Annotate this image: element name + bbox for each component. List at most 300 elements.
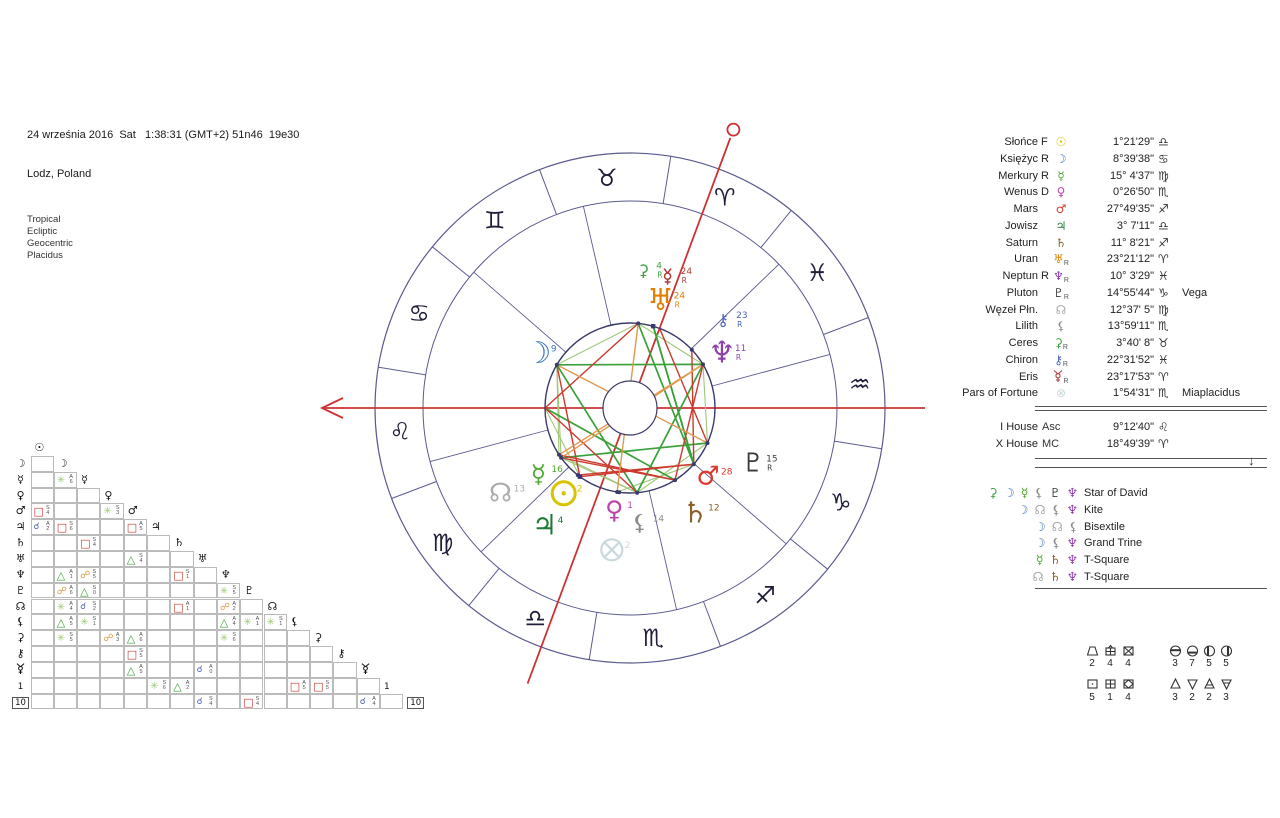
aspect-orb-annotation: A 4 (232, 616, 237, 628)
grid-diagonal-jupiter: ♃ (151, 520, 161, 534)
planet-table-row (950, 285, 1280, 301)
aspect-con-icon: ☌ (33, 522, 40, 533)
pluto-icon[interactable]: ♇ (741, 448, 765, 479)
planet-table-row (950, 218, 1280, 234)
planet-degree-label: 2 (624, 540, 631, 551)
square-x-icon (1122, 644, 1135, 657)
grid-diagonal-uranus: ♅ (197, 552, 208, 565)
aspect-grid-cell (147, 551, 170, 567)
aspect-orb-annotation: S 0 (92, 584, 97, 596)
aspect-grid-cell (100, 519, 123, 535)
planet-degree-label: 9 (550, 344, 557, 355)
moon-icon: ☽ (1003, 485, 1015, 500)
planet-name: Neptun (1002, 270, 1038, 282)
aspect-sq-icon: □ (80, 537, 91, 551)
aspect-grid-cell (31, 488, 54, 504)
jupiter-icon[interactable]: ♃ (532, 508, 558, 542)
aries-sign-icon: ♈ (713, 183, 736, 212)
setting-item: Placidus (27, 250, 63, 261)
aspect-grid-cell (194, 614, 217, 630)
planet-degree-label: 11 (734, 344, 747, 355)
aspect-grid-cell (170, 646, 193, 662)
lilith-icon[interactable]: ⚸ (631, 511, 648, 537)
aspect-grid-cell (124, 583, 147, 599)
pattern-label: Bisextile (1084, 520, 1125, 533)
aspect-orb-annotation: S 4 (92, 537, 97, 549)
retrograde-flag: R (1062, 360, 1068, 368)
aspect-grid-cell (31, 583, 54, 599)
aspect-orb-annotation: S 6 (232, 632, 237, 644)
grid-diagonal-node: ☊ (267, 599, 278, 613)
planet-table-row (950, 184, 1280, 200)
aspect-sex-icon: ✳ (219, 585, 229, 597)
capricorn-sign-icon: ♑ (829, 488, 852, 517)
planet-degrees: 3° 7'11" (1116, 219, 1154, 232)
aspect-grid-cell (77, 503, 100, 519)
summary-count: 5 (1089, 692, 1095, 703)
aspect-grid-cell (31, 694, 54, 710)
grid-row-label-lilith: ⚸ (16, 615, 25, 629)
aspect-opp-icon: ☍ (219, 601, 231, 613)
summary-count: 1 (1107, 692, 1113, 703)
part-of-fortune-icon[interactable] (601, 539, 622, 560)
grid-row-label-eris (12, 662, 29, 678)
separator-line (1035, 588, 1267, 589)
sun-icon[interactable] (552, 482, 575, 505)
planet-retro-label: R (674, 300, 680, 310)
planet-point-marker (617, 490, 621, 494)
separator-line (1035, 410, 1267, 411)
mercury-icon: ☿ (1035, 552, 1044, 568)
planet-degrees: 23°17'53" (1106, 370, 1154, 383)
aspect-grid-cell (147, 694, 170, 710)
aspect-pattern-row (950, 535, 1280, 551)
aspect-grid-cell (54, 535, 77, 551)
zodiac-sign-glyph: ♏ (1158, 386, 1169, 401)
ceres-icon: ⚳ (1054, 336, 1063, 350)
aspect-grid-cell (287, 694, 310, 710)
house-tag: MC (1042, 437, 1060, 450)
planet-point-marker (651, 324, 655, 328)
planet-name: Uran (1014, 253, 1038, 266)
aspect-orb-annotation: A 5 (302, 679, 306, 691)
scorpio-sign-icon: ♏ (642, 623, 665, 652)
aspect-grid-cell (100, 646, 123, 662)
planet-degree-label: 28 (721, 467, 733, 478)
grid-row-label-neptune: ♆ (15, 567, 26, 581)
uranus-icon[interactable]: ♅ (647, 282, 675, 318)
aspect-grid-cell (100, 503, 123, 519)
planet-table-row (950, 168, 1280, 184)
aspect-orb-annotation: S 4 (255, 695, 260, 707)
lilith-icon: ⚸ (1051, 535, 1061, 551)
planet-degree-label: 1 (627, 500, 634, 511)
summary-count: 3 (1172, 658, 1178, 669)
aspect-pattern-row (950, 502, 1280, 518)
node-icon: ☊ (1051, 518, 1063, 534)
pattern-planet-glyphs (1029, 519, 1078, 535)
aspect-grid-cell (240, 614, 263, 630)
scroll-down-arrow-icon[interactable]: ↓ (1248, 453, 1255, 468)
sign-divider (432, 247, 469, 277)
planet-degree-label: 24 (673, 291, 686, 302)
moon-icon: ☽ (1055, 151, 1067, 166)
planet-retro-label: R (767, 463, 773, 473)
sign-divider (540, 170, 557, 215)
planet-name: Wenus (1003, 186, 1038, 199)
aspect-sex-icon: ✳ (150, 680, 159, 692)
grid-diagonal-asc: 1 (384, 681, 390, 692)
aspect-grid-cell (31, 551, 54, 567)
aspect-tri-icon: △ (173, 679, 182, 693)
grid-diagonal-mercury: ☿ (81, 472, 88, 486)
node-icon[interactable]: ☊ (489, 478, 513, 509)
aspect-grid-cell (100, 630, 123, 646)
aspect-orb-annotation: S 5 (232, 584, 237, 596)
neptune-icon: ♆ (1066, 485, 1078, 500)
aspect-grid-cell (170, 614, 193, 630)
triangle-down-icon (1186, 677, 1199, 690)
aspect-con-icon: ☌ (359, 696, 366, 707)
mercury-icon[interactable]: ☿ (530, 459, 547, 489)
sign-divider (663, 156, 671, 203)
planet-degree-label: 24 (680, 267, 693, 278)
sign-divider (589, 612, 597, 659)
aspect-grid-cell (147, 646, 170, 662)
aspect-tri-icon: △ (126, 632, 136, 646)
planet-flag: F (1041, 136, 1048, 148)
planet-point-marker (692, 462, 696, 466)
aspect-grid-cell (333, 678, 356, 694)
pattern-planet-glyphs (1028, 535, 1078, 551)
pattern-label: Kite (1084, 503, 1103, 516)
planet-degrees: 8°39'38" (1113, 152, 1154, 165)
aspect-orb-annotation: A 1 (185, 600, 190, 612)
aspect-grid-cell (194, 567, 217, 583)
aspect-grid-cell (124, 519, 147, 535)
zodiac-sign-glyph: ♑ (1158, 285, 1169, 300)
eris-icon[interactable] (664, 269, 671, 285)
planet-flag: R (1041, 169, 1049, 182)
aspect-con-icon: ☌ (196, 696, 203, 707)
aspect-grid-cell (287, 630, 310, 646)
triangle-down-bar-icon (1220, 677, 1233, 690)
aspect-grid-cell (31, 599, 54, 615)
aspect-pattern-row (950, 552, 1280, 568)
sign-divider (378, 367, 425, 375)
venus-icon[interactable]: ♀ (605, 495, 624, 525)
aspect-grid-cell (194, 678, 217, 694)
circle-vbar-left-icon (1203, 644, 1216, 657)
trapezoid-icon (1086, 644, 1099, 657)
aspect-sex-icon: ✳ (80, 617, 89, 629)
aspect-sex-icon: ✳ (56, 633, 66, 645)
planet-retro-label: R (681, 276, 687, 286)
planet-point-marker (555, 363, 559, 367)
aspect-sex-icon: ✳ (56, 474, 66, 486)
planet-table-row (950, 385, 1280, 401)
aspect-orb-annotation: S 5 (92, 568, 97, 580)
planet-degree-label: 14 (652, 514, 665, 525)
cancer-sign-icon: ♋ (408, 299, 431, 328)
retrograde-flag: R (1063, 277, 1069, 284)
aspect-grid-cell (170, 583, 193, 599)
aspect-grid-cell (194, 630, 217, 646)
aspect-orb-annotation: A 1 (255, 616, 260, 628)
chiron-icon[interactable]: ⚷ (717, 310, 729, 330)
aspect-sq-icon: □ (289, 679, 301, 693)
aspect-grid-cell (217, 678, 240, 694)
planet-name: Eris (1019, 370, 1038, 383)
node-icon: ☊ (1032, 569, 1044, 584)
aspect-line-sq (660, 328, 708, 443)
aspect-grid-cell (77, 630, 100, 646)
aspect-orb-annotation: A 2 (45, 521, 50, 533)
aspect-grid-cell (54, 646, 77, 662)
aspect-sq-icon: □ (243, 695, 254, 709)
aspect-sq-icon: □ (33, 505, 44, 519)
planet-name: Lilith (1015, 320, 1038, 333)
circle-hbar-low-icon (1186, 644, 1199, 657)
saturn-icon: ♄ (1049, 552, 1061, 568)
aspect-grid-cell (100, 662, 123, 678)
aspect-sq-icon: □ (173, 568, 184, 582)
lilith-icon: ⚸ (1068, 518, 1078, 534)
aspect-grid-cell (264, 630, 287, 646)
zodiac-sign-glyph: ♈ (1158, 252, 1169, 267)
pluto-icon: ♇ (1049, 485, 1061, 500)
aspect-tri-icon: △ (56, 568, 66, 582)
aspect-orb-annotation: S 5 (69, 632, 73, 644)
ceres-icon[interactable]: ⚳ (637, 261, 650, 281)
aspect-grid-cell (264, 678, 287, 694)
aspect-grid-cell (31, 503, 54, 519)
planet-point-marker (690, 348, 694, 352)
aspect-orb-annotation: S 2 (92, 600, 97, 612)
planet-name: Mars (1013, 203, 1038, 215)
grid-row-label-pluto: ♇ (15, 583, 26, 597)
grid-diagonal-ceres: ⚳ (314, 631, 323, 645)
mars-icon[interactable]: ♂ (696, 461, 720, 492)
mercury-icon: ☿ (1057, 168, 1065, 183)
aspect-grid-cell (240, 678, 263, 694)
aspect-grid-cell (54, 599, 77, 615)
aspect-grid-cell (147, 599, 170, 615)
aspect-sq-icon: □ (56, 521, 68, 535)
planet-table-row (950, 268, 1280, 284)
aspect-grid-cell (240, 630, 263, 646)
zodiac-sign-glyph: ♐ (1158, 202, 1169, 216)
pattern-planet-glyphs (1011, 502, 1078, 518)
aspect-sex-icon: ✳ (219, 633, 229, 645)
summary-count: 7 (1189, 658, 1195, 669)
chart-settings-list (27, 214, 299, 262)
summary-count: 3 (1223, 692, 1229, 703)
aspect-sex-icon: ✳ (266, 617, 275, 629)
aspect-grid-cell (77, 488, 100, 504)
aspect-grid-cell (54, 614, 77, 630)
aspect-orb-annotation: S 1 (92, 616, 97, 628)
grid-diagonal-moon: ☽ (57, 456, 68, 470)
setting-item: Tropical (27, 214, 61, 225)
aspect-grid-cell (194, 694, 217, 710)
uranus-icon: ♅ (1053, 252, 1064, 267)
aspect-grid-cell (310, 646, 333, 662)
sign-divider (834, 441, 881, 449)
jupiter-icon: ♃ (1055, 218, 1067, 233)
aspect-sex-icon: ✳ (243, 617, 252, 629)
aspect-grid-cell (54, 694, 77, 710)
planet-degrees: 27°49'35" (1106, 203, 1154, 215)
grid-diagonal-eris (361, 662, 384, 678)
aspect-orb-annotation: A 1 (69, 568, 73, 580)
natal-chart-wheel[interactable] (308, 118, 944, 704)
aspect-sq-icon: □ (313, 679, 324, 693)
eris-icon (16, 663, 25, 675)
planet-name: Ceres (1008, 337, 1038, 349)
house-degrees: 9°12'40" (1113, 421, 1154, 433)
sign-divider (704, 602, 721, 647)
square-diamond-icon (1122, 677, 1135, 690)
lilith-icon: ⚸ (1051, 501, 1061, 517)
pattern-planet-glyphs (1026, 569, 1078, 585)
aspect-orb-annotation: S 4 (139, 553, 143, 564)
center-hub-circle (603, 381, 657, 435)
planet-point-marker (557, 453, 561, 457)
aspect-grid-cell (264, 614, 287, 630)
chiron-icon: ⚷ (1054, 352, 1063, 367)
neptune-icon[interactable]: ♆ (708, 335, 736, 371)
grid-row-label-venus: ♀ (16, 488, 25, 502)
aspect-orb-annotation: A 4 (69, 600, 73, 612)
grid-row-label-moon: ☽ (15, 456, 26, 470)
aspect-pattern-row (950, 485, 1280, 501)
house-degrees: 18°49'39" (1106, 437, 1154, 450)
grid-row-label-saturn: ♄ (15, 536, 26, 550)
pattern-planet-glyphs (982, 485, 1078, 501)
aspect-grid-cell (310, 694, 333, 710)
planet-table-row (950, 134, 1280, 150)
summary-count: 4 (1125, 692, 1131, 703)
planet-degrees: 22°31'52" (1106, 353, 1154, 366)
aspect-grid-cell (147, 662, 170, 678)
aspect-grid-cell (31, 678, 54, 694)
grid-row-label-chiron: ⚷ (16, 647, 25, 660)
planet-name: Jowisz (1004, 219, 1038, 232)
planet-degrees: 1°54'31" (1113, 387, 1154, 400)
aspect-sex-icon: ✳ (56, 601, 66, 613)
grid-row-label-uranus: ♅ (15, 552, 26, 565)
saturn-icon[interactable]: ♄ (682, 495, 709, 530)
planet-degrees: 23°21'12" (1106, 253, 1154, 266)
aspect-grid-cell (54, 583, 77, 599)
aspect-grid-cell (31, 567, 54, 583)
aspect-grid-cell (31, 646, 54, 662)
grid-diagonal-saturn: ♄ (174, 536, 185, 550)
neptune-icon: ♆ (1066, 501, 1078, 517)
aspect-orb-annotation: S 4 (45, 505, 50, 517)
grid-diagonal-mars: ♂ (127, 504, 138, 518)
sign-divider (761, 210, 791, 247)
aspect-grid-cell (100, 535, 123, 551)
house-table-row (950, 419, 1280, 435)
planet-point-marker (636, 321, 640, 325)
house-cusp-line (430, 430, 548, 462)
aspect-grid-cell (77, 614, 100, 630)
aspect-orb-annotation: A 3 (115, 632, 120, 644)
planet-name: Chiron (1005, 353, 1038, 366)
summary-count: 5 (1223, 658, 1229, 669)
aspect-orb-annotation: A 5 (69, 616, 73, 628)
aspect-grid-cell (170, 662, 193, 678)
square-grid-icon (1104, 677, 1117, 690)
planet-degree-label: 15 (766, 454, 778, 465)
aspect-grid-cell (54, 678, 77, 694)
grid-row-label-mars: ♂ (15, 504, 26, 518)
moon-icon[interactable]: ☽ (524, 336, 552, 372)
aspect-grid-cell (147, 535, 170, 551)
separator-line (1035, 406, 1267, 407)
ceres-icon: ⚳ (988, 485, 998, 500)
aspect-grid-cell (357, 694, 380, 710)
aspect-orb-annotation: A 2 (185, 679, 190, 691)
aspect-grid-cell (217, 630, 240, 646)
aspect-orb-annotation: S 1 (185, 568, 190, 580)
planet-degree-label: 4 (656, 261, 663, 272)
planet-name: Pars of Fortune (962, 387, 1038, 400)
taurus-sign-icon: ♉ (595, 164, 618, 193)
zodiac-sign-glyph: ♐ (1158, 235, 1169, 250)
planet-flag: R (1041, 270, 1049, 282)
chart-info-block (27, 103, 299, 288)
aspect-grid-cell (240, 599, 263, 615)
aspect-grid-cell (357, 678, 380, 694)
planet-table-row (950, 369, 1280, 385)
house-tag: Asc (1042, 421, 1061, 433)
grid-diagonal-venus: ♀ (104, 488, 113, 502)
setting-item: Ecliptic (27, 226, 58, 237)
aspect-con-icon: ☌ (80, 601, 87, 612)
zodiac-sign-glyph: ♈ (1158, 369, 1169, 384)
zodiac-sign-glyph: ♏ (1158, 185, 1169, 200)
planet-flag: D (1041, 186, 1049, 199)
triangle-up-icon (1169, 677, 1182, 690)
summary-count: 3 (1172, 692, 1178, 703)
aspect-grid-cell (170, 551, 193, 567)
aspect-grid-cell (54, 472, 77, 488)
planet-name: Pluton (1006, 286, 1038, 299)
planet-degree-label: 2 (576, 484, 583, 495)
saturn-icon: ♄ (1049, 569, 1061, 584)
aquarius-sign-icon: ♒ (849, 370, 871, 399)
grid-diagonal-lilith: ⚸ (290, 615, 299, 629)
aspect-grid-cell (77, 567, 100, 583)
circle-hbar-high-icon (1169, 644, 1182, 657)
separator-line (1035, 458, 1267, 459)
grid-diagonal-mc: 10 (407, 694, 430, 710)
house-cusp-line (474, 272, 566, 352)
separator-line (1035, 467, 1267, 468)
aspect-grid-cell (54, 630, 77, 646)
pof-icon: ⊗ (1055, 386, 1067, 401)
planet-degree-label: 16 (551, 465, 563, 476)
planet-degrees: 14°55'44" (1106, 286, 1154, 299)
planet-degree-label: 12 (708, 503, 720, 514)
sagittarius-sign-icon: ♐ (754, 581, 776, 610)
aspect-grid-cell (333, 662, 356, 678)
chart-location: Lodz, Poland (27, 168, 92, 180)
planet-degree-label: 4 (557, 516, 564, 527)
